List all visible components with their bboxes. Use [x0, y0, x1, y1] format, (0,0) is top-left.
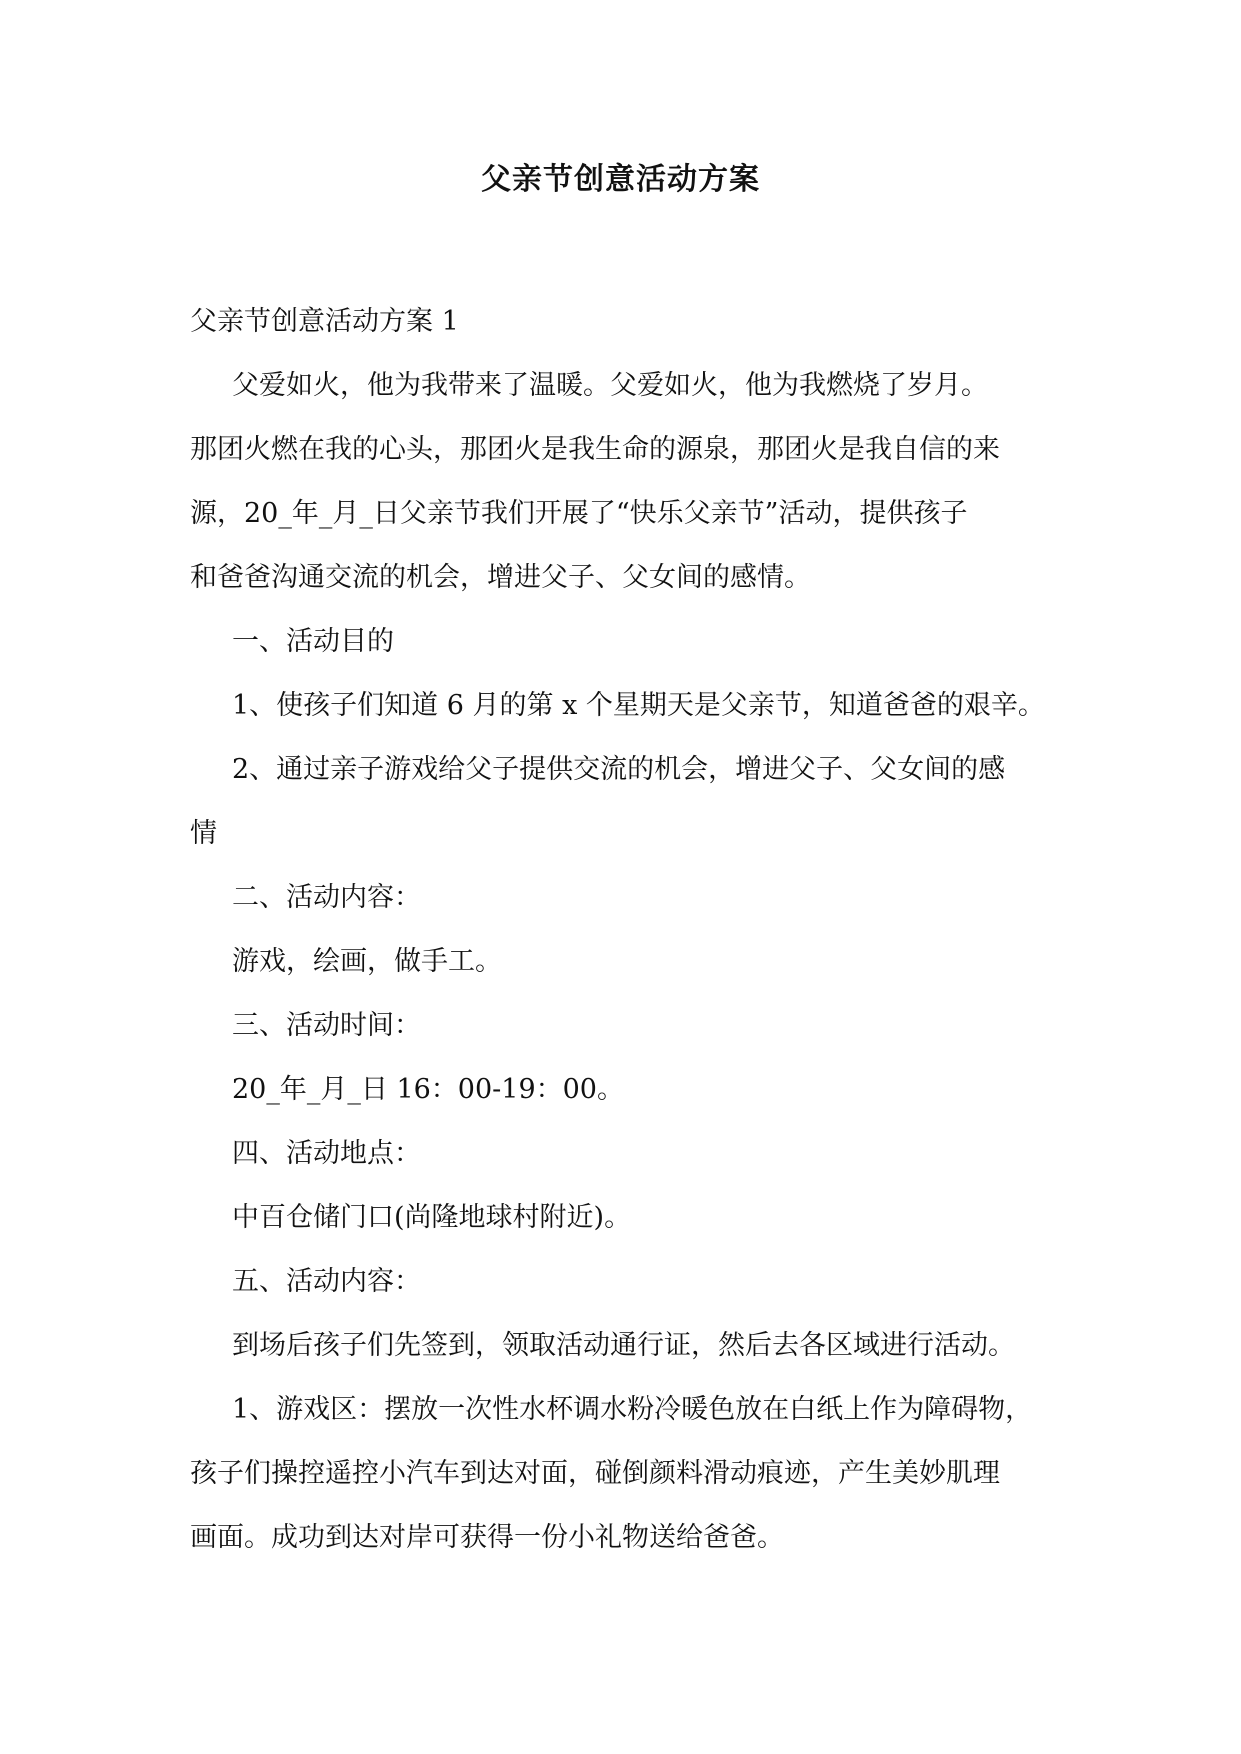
list-item: 1、使孩子们知道 6 月的第 x 个星期天是父亲节，知道爸爸的艰辛。: [232, 690, 1045, 721]
paragraph-line: 父爱如火，他为我带来了温暖。父爱如火，他为我燃烧了岁月。: [232, 370, 988, 401]
list-item: 1、游戏区：摆放一次性水杯调水粉冷暖色放在白纸上作为障碍物，: [232, 1394, 1033, 1425]
heading-activity-content-2: 五、活动内容：: [232, 1266, 421, 1297]
heading-activity-purpose: 一、活动目的: [232, 626, 394, 657]
section-heading: 父亲节创意活动方案 1: [190, 306, 459, 337]
document-title: 父亲节创意活动方案: [481, 162, 760, 197]
paragraph-line: 20_年_月_日 16：00-19：00。: [232, 1074, 624, 1105]
paragraph-line: 那团火燃在我的心头，那团火是我生命的源泉，那团火是我自信的来: [190, 434, 1000, 465]
list-item-continuation: 情: [190, 818, 217, 849]
paragraph-line: 中百仓储门口(尚隆地球村附近)。: [232, 1202, 632, 1233]
heading-activity-content: 二、活动内容：: [232, 882, 421, 913]
heading-activity-location: 四、活动地点：: [232, 1138, 421, 1169]
paragraph-line: 游戏，绘画，做手工。: [232, 946, 502, 977]
paragraph-line: 孩子们操控遥控小汽车到达对面，碰倒颜料滑动痕迹，产生美妙肌理: [190, 1458, 1000, 1489]
document-body: [190, 290, 1090, 1570]
paragraph-line: 源，20_年_月_日父亲节我们开展了“快乐父亲节”活动，提供孩子: [190, 498, 968, 529]
heading-activity-time: 三、活动时间：: [232, 1010, 421, 1041]
paragraph-line: 和爸爸沟通交流的机会，增进父子、父女间的感情。: [190, 562, 811, 593]
paragraph-line: 到场后孩子们先签到，领取活动通行证，然后去各区域进行活动。: [232, 1330, 1015, 1361]
list-item: 2、通过亲子游戏给父子提供交流的机会，增进父子、父女间的感: [232, 754, 1006, 785]
paragraph-line: 画面。成功到达对岸可获得一份小礼物送给爸爸。: [190, 1522, 784, 1553]
